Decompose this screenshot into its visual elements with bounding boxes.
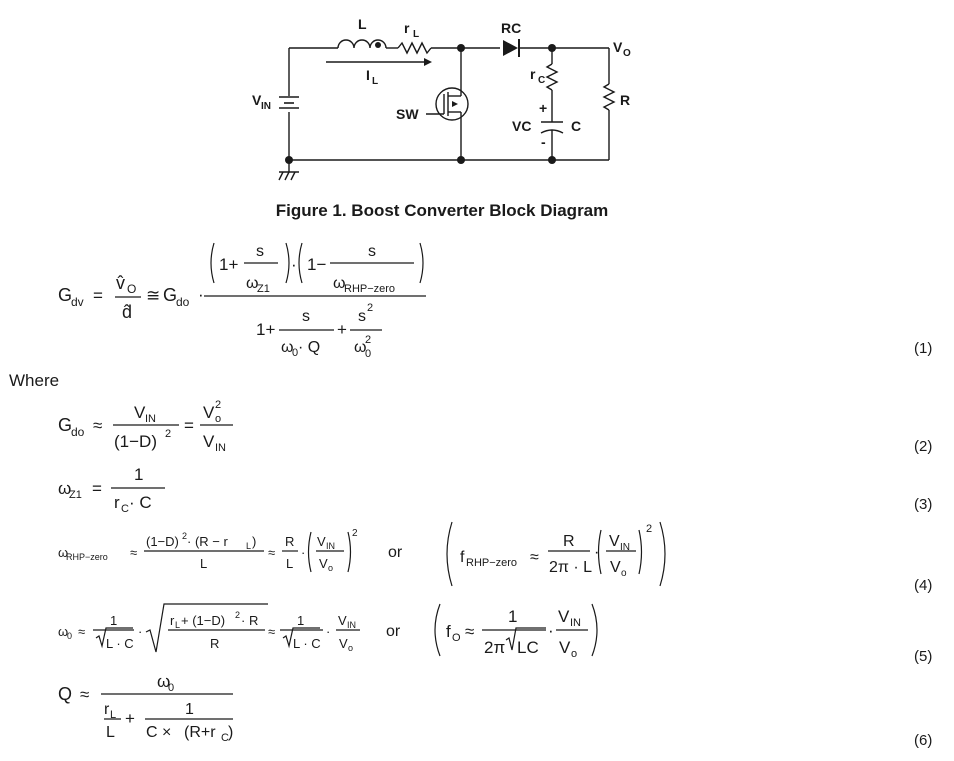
svg-text:ω: ω — [58, 624, 69, 639]
svg-text:L: L — [106, 724, 115, 741]
svg-text:2: 2 — [365, 334, 372, 346]
svg-text:·: · — [326, 624, 331, 639]
svg-text:RHP−zero: RHP−zero — [344, 283, 396, 295]
svg-text:≈: ≈ — [93, 416, 103, 435]
svg-text:1: 1 — [185, 701, 194, 718]
svg-text:R: R — [210, 636, 220, 651]
svg-text:v̂: v̂ — [116, 273, 125, 293]
svg-text:do: do — [176, 295, 190, 309]
svg-text:·: · — [198, 285, 204, 304]
svg-text:V: V — [559, 638, 571, 657]
svg-text:O: O — [127, 282, 137, 296]
svg-text:+: + — [337, 320, 347, 339]
svg-text:Z1: Z1 — [69, 489, 82, 501]
svg-text:V: V — [317, 534, 326, 549]
svg-text:≈: ≈ — [268, 624, 276, 639]
svg-text:o: o — [215, 413, 222, 425]
equation-number-5: (5) — [914, 648, 933, 665]
svg-text:1−: 1− — [307, 255, 327, 274]
svg-text:2: 2 — [215, 399, 222, 411]
svg-text:d̂: d̂ — [122, 302, 133, 322]
svg-text:IN: IN — [326, 541, 335, 551]
svg-text:L: L — [110, 709, 117, 721]
svg-text:V: V — [339, 636, 348, 651]
svg-text:o: o — [621, 568, 627, 579]
svg-text:· (R − r: · (R − r — [187, 534, 228, 549]
svg-text:I: I — [366, 67, 370, 83]
svg-text:1: 1 — [110, 613, 118, 628]
svg-text:2: 2 — [646, 523, 653, 535]
svg-text:0: 0 — [365, 348, 372, 360]
svg-text:s: s — [358, 308, 366, 325]
svg-text:IN: IN — [347, 620, 356, 630]
svg-text:ω: ω — [246, 275, 259, 292]
svg-text:≈: ≈ — [465, 622, 475, 641]
svg-text:=: = — [92, 479, 102, 498]
svg-text:V: V — [252, 92, 262, 108]
svg-text:=: = — [184, 416, 194, 435]
svg-text:IN: IN — [261, 101, 271, 112]
svg-text:· R: · R — [241, 613, 259, 628]
where-label: Where — [9, 371, 60, 390]
svg-text:): ) — [228, 724, 234, 741]
svg-text:o: o — [348, 643, 354, 653]
svg-text:· C: · C — [129, 493, 152, 512]
svg-text:): ) — [252, 534, 257, 549]
svg-text:2: 2 — [367, 302, 374, 314]
svg-text:LC: LC — [517, 638, 539, 657]
svg-text:·: · — [291, 255, 297, 274]
svg-text:O: O — [452, 632, 461, 644]
svg-text:RHP−zero: RHP−zero — [66, 552, 108, 562]
svg-text:r: r — [530, 66, 536, 82]
svg-text:L · C: L · C — [293, 636, 321, 651]
svg-text:V: V — [134, 403, 146, 422]
svg-text:· Q: · Q — [298, 339, 321, 356]
svg-text:r: r — [170, 613, 175, 628]
or-text-2: or — [386, 623, 401, 640]
svg-text:R: R — [285, 534, 295, 549]
svg-text:ω: ω — [58, 479, 72, 498]
svg-text:·: · — [548, 621, 554, 640]
svg-text:Z1: Z1 — [257, 283, 270, 295]
svg-text:R: R — [563, 533, 575, 550]
svg-text:=: = — [93, 286, 103, 305]
svg-text:≈: ≈ — [80, 685, 90, 704]
svg-text:L: L — [175, 620, 181, 630]
svg-text:s: s — [368, 243, 376, 260]
svg-text:G: G — [58, 285, 73, 305]
svg-text:V: V — [203, 403, 215, 422]
svg-text:·: · — [138, 624, 143, 639]
svg-text:L: L — [246, 541, 252, 551]
svg-text:2: 2 — [182, 531, 188, 541]
svg-text:f: f — [460, 549, 465, 566]
svg-text:V: V — [613, 39, 623, 55]
svg-text:ω: ω — [157, 672, 171, 691]
figure-caption: Figure 1. Boost Converter Block Diagram — [275, 201, 609, 220]
svg-text:2: 2 — [165, 428, 172, 440]
svg-text:1: 1 — [297, 613, 305, 628]
svg-text:dv: dv — [71, 295, 84, 309]
svg-text:V: V — [610, 559, 621, 576]
svg-text:-: - — [541, 134, 546, 150]
svg-text:IN: IN — [145, 413, 156, 425]
svg-text:+ (1−D): + (1−D) — [181, 613, 226, 628]
svg-text:L: L — [372, 76, 379, 87]
svg-text:2π · L: 2π · L — [549, 559, 593, 576]
equation-number-2: (2) — [914, 438, 933, 455]
svg-text:1+: 1+ — [219, 255, 239, 274]
label-sw: SW — [396, 106, 419, 122]
svg-text:s: s — [302, 308, 310, 325]
svg-text:ω: ω — [333, 275, 346, 292]
svg-text:2: 2 — [352, 528, 358, 539]
svg-text:·: · — [301, 545, 306, 560]
svg-text:O: O — [623, 48, 631, 59]
svg-text:r: r — [114, 493, 120, 512]
svg-text:0: 0 — [292, 347, 299, 359]
svg-text:C: C — [121, 503, 129, 515]
svg-text:G: G — [163, 285, 178, 305]
equation-number-3: (3) — [914, 496, 933, 513]
svg-text:V: V — [558, 607, 570, 626]
svg-text:·: · — [594, 544, 600, 561]
label-c: C — [571, 118, 582, 134]
svg-text:do: do — [71, 425, 85, 439]
svg-text:(1−D): (1−D) — [146, 534, 179, 549]
svg-text:s: s — [256, 243, 264, 260]
svg-text:0: 0 — [168, 682, 175, 694]
label-rc: RC — [501, 20, 522, 36]
svg-text:≈: ≈ — [530, 549, 539, 566]
svg-text:+: + — [539, 100, 548, 116]
svg-text:L: L — [413, 29, 420, 40]
svg-text:ω: ω — [58, 545, 69, 560]
svg-text:IN: IN — [215, 442, 226, 454]
svg-text:ω: ω — [281, 339, 294, 356]
svg-text:+: + — [125, 709, 135, 728]
svg-text:(1−D): (1−D) — [114, 432, 157, 451]
svg-text:L · C: L · C — [106, 636, 134, 651]
svg-text:1: 1 — [508, 607, 518, 626]
svg-text:o: o — [571, 648, 578, 660]
svg-text:ω: ω — [354, 339, 367, 356]
svg-text:V: V — [609, 533, 620, 550]
svg-text:r: r — [104, 701, 110, 718]
equation-number-1: (1) — [914, 340, 933, 357]
svg-text:RHP−zero: RHP−zero — [466, 557, 518, 569]
svg-text:L: L — [200, 556, 208, 571]
svg-text:IN: IN — [570, 617, 581, 629]
svg-text:f: f — [446, 622, 451, 641]
equation-number-6: (6) — [914, 732, 933, 749]
svg-text:C: C — [221, 732, 229, 744]
svg-text:1: 1 — [134, 465, 144, 484]
svg-text:1+: 1+ — [256, 320, 276, 339]
svg-text:2: 2 — [235, 610, 241, 620]
svg-text:C: C — [538, 75, 546, 86]
svg-text:≈: ≈ — [268, 545, 276, 560]
or-text-1: or — [388, 544, 403, 561]
svg-text:r: r — [404, 20, 410, 36]
svg-text:≅: ≅ — [146, 286, 161, 305]
svg-text:o: o — [328, 563, 334, 573]
svg-text:V: V — [319, 556, 328, 571]
svg-text:IN: IN — [620, 542, 630, 553]
svg-text:V: V — [203, 432, 215, 451]
equation-number-4: (4) — [914, 577, 933, 594]
svg-text:V: V — [338, 613, 347, 628]
svg-text:2π: 2π — [484, 638, 506, 657]
svg-text:Q: Q — [58, 684, 73, 704]
svg-text:C ×: C × — [146, 724, 172, 741]
svg-text:≈: ≈ — [78, 624, 86, 639]
svg-text:G: G — [58, 415, 73, 435]
label-l: L — [358, 16, 367, 32]
svg-text:L: L — [286, 556, 294, 571]
svg-text:(R+r: (R+r — [184, 724, 216, 741]
label-r: R — [620, 92, 631, 108]
label-vc: VC — [512, 118, 532, 134]
svg-text:0: 0 — [67, 631, 73, 641]
svg-text:≈: ≈ — [130, 545, 138, 560]
